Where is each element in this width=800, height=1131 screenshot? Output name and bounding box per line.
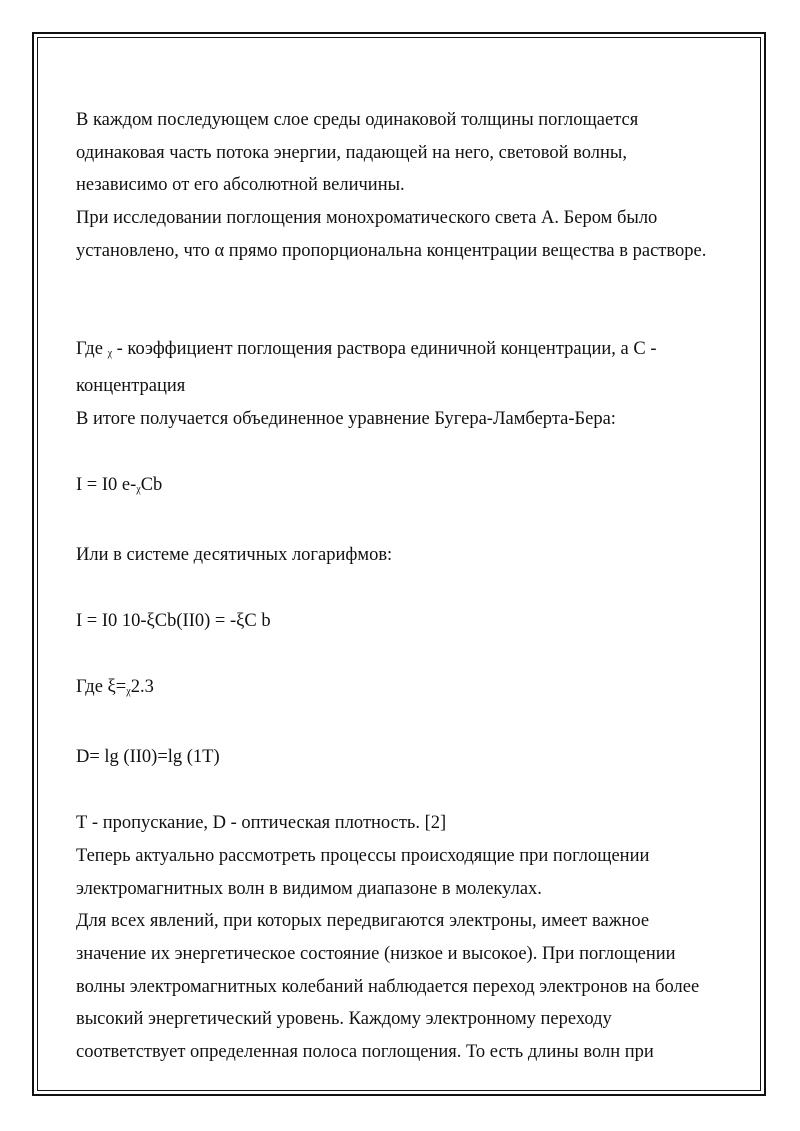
xi-suffix: 2.3 — [130, 676, 154, 697]
spacer — [76, 506, 736, 539]
text-line: волны электромагнитных колебаний наблюдается переход электронов на более — [76, 976, 700, 997]
chi-definition — [76, 333, 736, 371]
chi-prefix: Где — [76, 338, 108, 359]
text-line: При исследовании поглощения монохроматического света А. Бером было — [76, 208, 658, 229]
spacer — [76, 436, 736, 469]
spacer — [76, 708, 736, 741]
document-body — [76, 104, 736, 1069]
text-line: Для всех явлений, при которых передвигаются электроны, имеет важное — [76, 911, 650, 932]
text-line: Теперь актуально рассмотреть процессы происходящие при поглощении — [76, 845, 650, 866]
text-line: установлено, что α прямо пропорциональна концентрации вещества в растворе. — [76, 240, 707, 261]
text-line: концентрация — [76, 376, 186, 397]
xi-prefix: Где ξ= — [76, 676, 127, 697]
text-line: независимо от его абсолютной величины. — [76, 175, 405, 196]
xi-sub: χ — [126, 685, 131, 697]
equation-suffix: Cb — [140, 474, 163, 495]
text-line: значение их энергетическое состояние (низкое и высокое). При поглощении — [76, 943, 676, 964]
text-line: одинаковая часть потока энергии, падающей на него, световой волны, — [76, 142, 627, 163]
equation-bouguer-lambert-beer — [76, 469, 736, 507]
equation-sub: χ — [136, 483, 141, 495]
xi-definition — [76, 671, 736, 709]
equation-prefix: I = I0 e- — [76, 474, 137, 495]
spacer — [76, 572, 736, 605]
spacer — [76, 638, 736, 671]
text-line: высокий энергетический уровень. Каждому электронному переходу — [76, 1009, 612, 1030]
spacer — [76, 774, 736, 807]
equation-optical-density: D= lg (II0)=lg (1T) — [76, 747, 220, 768]
text-line: Или в системе десятичных логарифмов: — [76, 545, 393, 566]
text-line: В каждом последующем слое среды одинаковой толщины поглощается — [76, 110, 639, 130]
formula-gap — [76, 268, 736, 333]
text-line: В итоге получается объединенное уравнение Бугера-Ламберта-Бера: — [76, 408, 616, 429]
chi-text: - коэффициент поглощения раствора единичной концентрации, а С - — [112, 338, 657, 359]
text-line: электромагнитных волн в видимом диапазоне в молекулах. — [76, 878, 542, 899]
text-line: соответствует определенная полоса поглощения. То есть длины волн при — [76, 1042, 654, 1063]
equation-decimal-log: I = I0 10-ξCb(II0) = -ξC b — [76, 611, 271, 632]
chi-symbol: χ — [107, 347, 113, 359]
text-line: Т - пропускание, D - оптическая плотность. [2] — [76, 813, 447, 834]
